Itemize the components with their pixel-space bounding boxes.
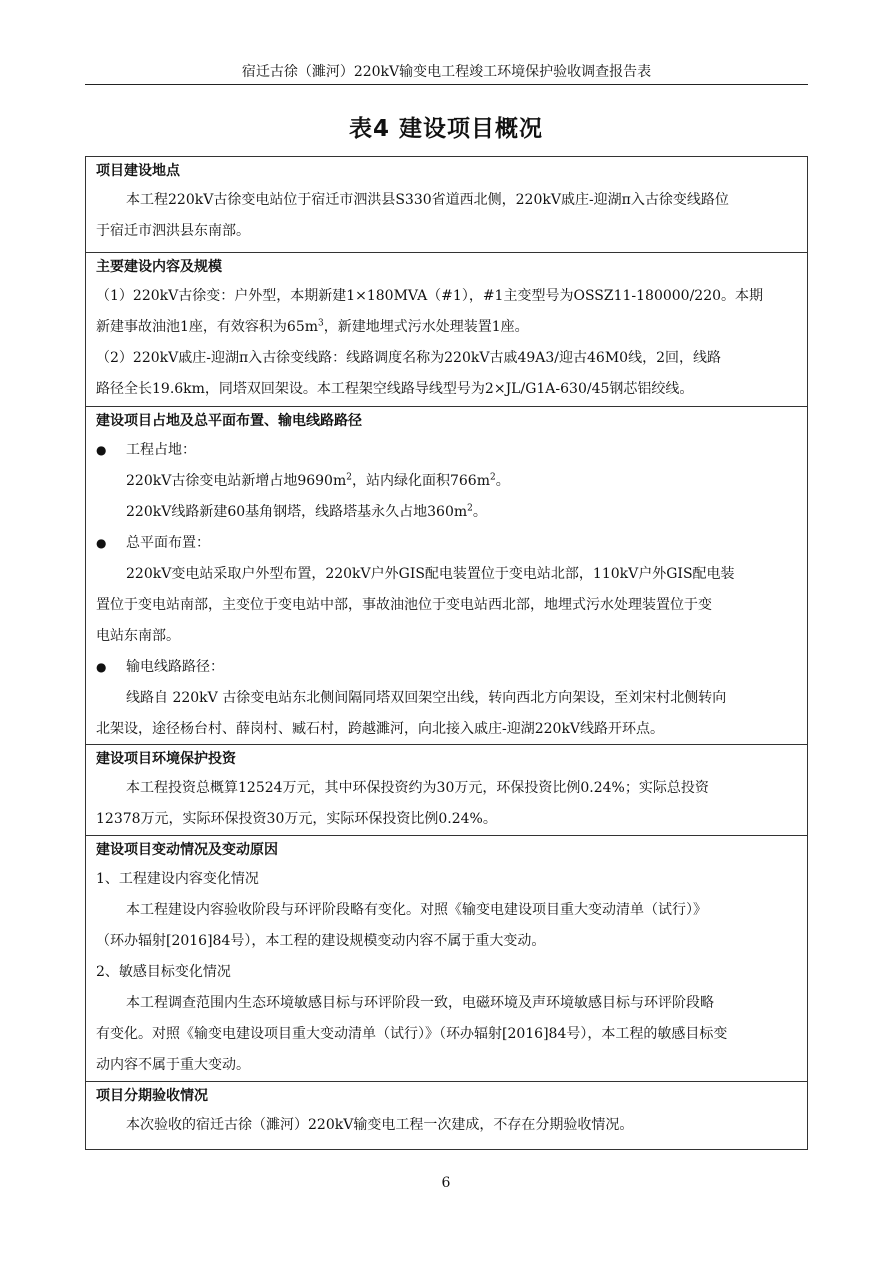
document-title: 表4 建设项目概况: [348, 116, 543, 142]
bullet-item: [96, 652, 799, 683]
text-line: [96, 312, 799, 343]
section-investment: [86, 744, 807, 835]
text-fragment: 220kV古徐变电站新增占地9690m: [126, 473, 347, 489]
header-rule: [85, 84, 808, 85]
bullet-label: 总平面布置：: [126, 535, 210, 551]
text-line: 路径全长19.6km，同塔双回架设。本工程架空线路导线型号为2×JL/G1A-630/45钢芯铝绞线。: [96, 381, 694, 397]
superscript: 2: [467, 503, 473, 514]
bullet-icon: ●: [96, 443, 107, 457]
page-number: 6: [441, 1175, 451, 1191]
section-content: [86, 252, 807, 406]
section-location: [86, 157, 807, 252]
text-line: [96, 497, 799, 528]
section-phased: [86, 1081, 807, 1149]
section-heading: 项目建设地点: [96, 163, 180, 179]
bullet-icon: ●: [96, 536, 107, 550]
text-fragment: ，站内绿化面积766m: [351, 473, 490, 489]
section-heading: 建设项目占地及总平面布置、输电线路路径: [96, 413, 362, 429]
text-line: 本工程220kV古徐变电站位于宿迁市泗洪县S330省道西北侧，220kV戚庄-迎湖π入古徐变线路位: [126, 192, 729, 208]
bullet-icon: ●: [96, 660, 107, 674]
text-line: 本工程调查范围内生态环境敏感目标与环评阶段一致，电磁环境及声环境敏感目标与环评阶段略: [126, 995, 714, 1011]
section-layout: [86, 406, 807, 744]
bullet-item: [96, 528, 799, 559]
text-line: 于宿迁市泗洪县东南部。: [96, 223, 250, 239]
text-line: 本工程投资总概算12524万元，其中环保投资约为30万元，环保投资比例0.24%；实际总投资: [126, 780, 709, 796]
superscript: 2: [346, 472, 352, 483]
text-line: [96, 466, 799, 497]
text-fragment: 。: [495, 473, 510, 489]
text-line: （环办辐射[2016]84号），本工程的建设规模变动内容不属于重大变动。: [96, 933, 546, 949]
section-changes: [86, 835, 807, 1081]
superscript: 3: [318, 318, 324, 329]
text-fragment: ，新建地埋式污水处理装置1座。: [323, 319, 529, 335]
text-fragment: 。: [472, 504, 487, 520]
text-line: （2）220kV戚庄-迎湖π入古徐变线路：线路调度名称为220kV古戚49A3/迎古46M0线，2回，线路: [96, 350, 721, 366]
text-line: 12378万元，实际环保投资30万元，实际环保投资比例0.24%。: [96, 811, 497, 827]
running-header: 宿迁古徐（濉河）220kV输变电工程竣工环境保护验收调查报告表: [241, 64, 652, 80]
subheading: 2、敏感目标变化情况: [96, 964, 231, 980]
text-line: 有变化。对照《输变电建设项目重大变动清单（试行）》（环办辐射[2016]84号），本工程的敏感目标变: [96, 1026, 728, 1042]
bullet-label: 输电线路路径：: [126, 659, 224, 675]
text-line: 置位于变电站南部，主变位于变电站中部，事故油池位于变电站西北部，地埋式污水处理装置位于变: [96, 597, 712, 613]
text-fragment: 新建事故油池1座，有效容积为65m: [96, 319, 318, 335]
bullet-label: 工程占地：: [126, 442, 196, 458]
text-line: 本次验收的宿迁古徐（濉河）220kV输变电工程一次建成，不存在分期验收情况。: [126, 1117, 634, 1133]
text-line: 本工程建设内容验收阶段与环评阶段略有变化。对照《输变电建设项目重大变动清单（试行）》: [126, 902, 707, 918]
section-heading: 建设项目环境保护投资: [96, 751, 236, 767]
section-heading: 建设项目变动情况及变动原因: [96, 842, 278, 858]
text-line: 220kV变电站采取户外型布置，220kV户外GIS配电装置位于变电站北部，110kV户外GIS配电装: [126, 566, 735, 582]
text-line: 线路自 220kV 古徐变电站东北侧间隔同塔双回架空出线，转向西北方向架设，至刘宋村北侧转向: [126, 690, 727, 706]
text-line: 北架设，途径杨台村、薛岗村、臧石村，跨越濉河，向北接入戚庄-迎湖220kV线路开环点。: [96, 721, 665, 737]
text-line: 动内容不属于重大变动。: [96, 1057, 250, 1073]
subheading: 1、工程建设内容变化情况: [96, 871, 259, 887]
text-line: （1）220kV古徐变：户外型，本期新建1×180MVA（#1），#1主变型号为OSSZ11-180000/220。本期: [96, 288, 764, 304]
bullet-item: [96, 435, 799, 466]
superscript: 2: [489, 472, 496, 483]
section-heading: 项目分期验收情况: [96, 1088, 208, 1104]
text-fragment: 220kV线路新建60基角钢塔，线路塔基永久占地360m: [126, 504, 468, 520]
section-heading: 主要建设内容及规模: [96, 259, 222, 275]
report-table: [85, 156, 808, 1150]
text-line: 电站东南部。: [96, 628, 180, 644]
